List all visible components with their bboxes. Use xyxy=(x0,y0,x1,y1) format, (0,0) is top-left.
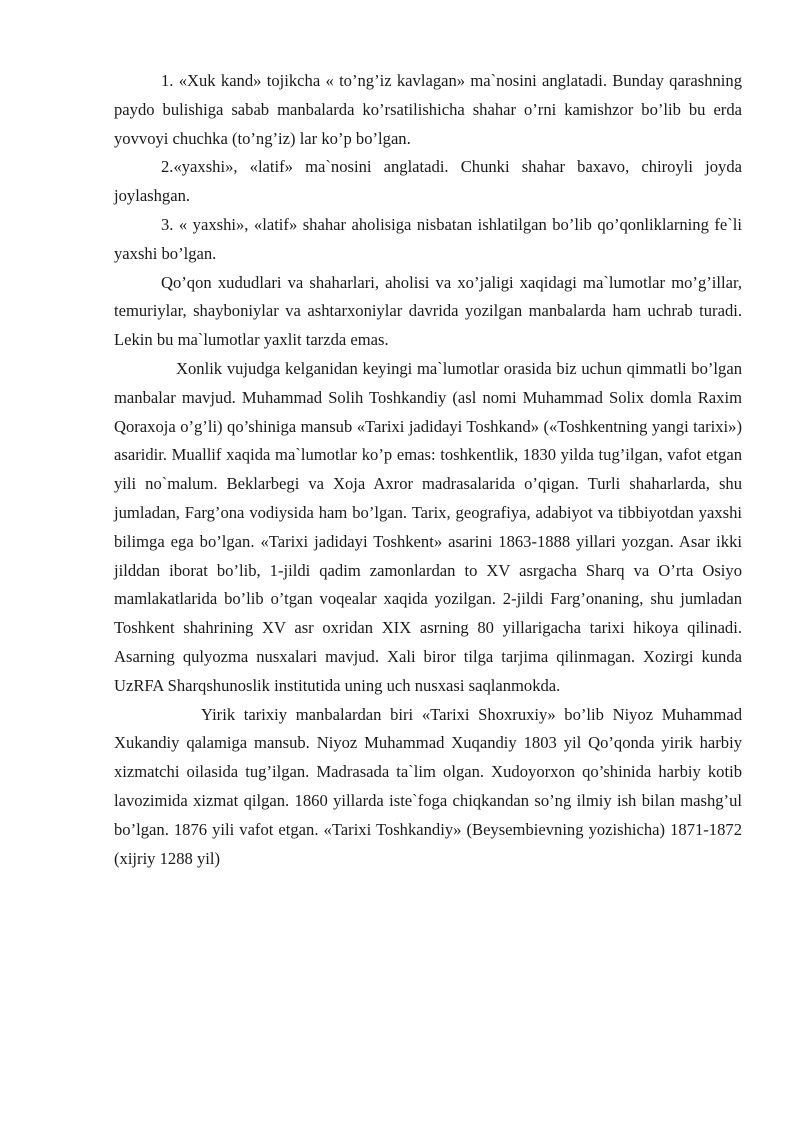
paragraph-3: 3. « yaxshi», «latif» shahar aholisiga nisbatan ishlatilgan bo’lib qo’qonliklarning fe`li yaxshi bo’lgan. xyxy=(114,214,742,263)
document-page xyxy=(114,67,742,873)
paragraph-4: Qo’qon xududlari va shaharlari, aholisi va xo’jaligi xaqidagi ma`lumotlar mo’g’illar, temuriylar, shayboniylar va ashtarxoniylar davrida yozilgan manbalarda ham uchrab turadi. Lekin bu ma`lumotlar yaxlit tarzda emas. xyxy=(114,272,742,350)
paragraph-2: 2.«yaxshi», «latif» ma`nosini anglatadi. Chunki shahar baxavo, chiroyli joyda joylashgan. xyxy=(114,157,742,206)
paragraph-5: Xonlik vujudga kelganidan keyingi ma`lumotlar orasida biz uchun qimmatli bo’lgan manbalar mavjud. Muhammad Solih Toshkandiy (asl nomi Muhammad Solix domla Raxim Qoraxoja o’g’li) qo’shiniga mansub «Tarixi jadidayi Toshkand» («Toshkentning yangi tarixi») asaridir. Muallif xaqida ma`lumotlar ko’p emas: toshkentlik, 1830 yilda tug’ilgan, vafot etgan yili no`malum. Beklarbegi va Xoja Axror madrasalarida o’qigan. Turli shaharlarda, shu jumladan, Farg’ona vodiysida ham bo’lgan. Tarix, geografiya, adabiyot va tibbiyotdan yaxshi bilimga ega bo’lgan. «Tarixi jadidayi Toshkent» asarini 1863-1888 yillari yozgan. Asar ikki jilddan iborat bo’lib, 1-jildi qadim zamonlardan to XV asrgacha Sharq va O’rta Osiyo mamlakatlarida bo’lib o’tgan voqealar xaqida yozilgan. 2-jildi Farg’onaning, shu jumladan Toshkent shahrining XV asr oxridan XIX asrning 80 yillarigacha tarixi hikoya qilinadi. Asarning qulyozma nusxalari mavjud. Xali biror tilga tarjima qilinmagan. Xozirgi kunda UzRFA Sharqshunoslik institutida uning uch nusxasi saqlanmokda. xyxy=(114,358,742,695)
paragraph-1: 1. «Xuk kand» tojikcha « to’ng’iz kavlagan» ma`nosini anglatadi. Bunday qarashning paydo bulishiga sabab manbalarda ko’rsatilishicha shahar o’rni kamishzor bo’lib bu erda yovvoyi chuchka (to’ng’iz) lar ko’p bo’lgan. xyxy=(114,71,742,148)
paragraph-6: Yirik tarixiy manbalardan biri «Tarixi Shoxruxiy» bo’lib Niyoz Muhammad Xukandiy qalamiga mansub. Niyoz Muhammad Xuqandiy 1803 yil Qo’qonda yirik harbiy xizmatchi oilasida tug’ilgan. Madrasada ta`lim olgan. Xudoyorxon qo’shinida harbiy kotib lavozimida xizmat qilgan. 1860 yillarda iste`foga chiqkandan so’ng ilmiy ish bilan mashg’ul bo’lgan. 1876 yili vafot etgan. «Tarixi Toshkandiy» (Beysembievning yozishicha) 1871-1872 (xijriy 1288 yil) xyxy=(114,704,742,868)
